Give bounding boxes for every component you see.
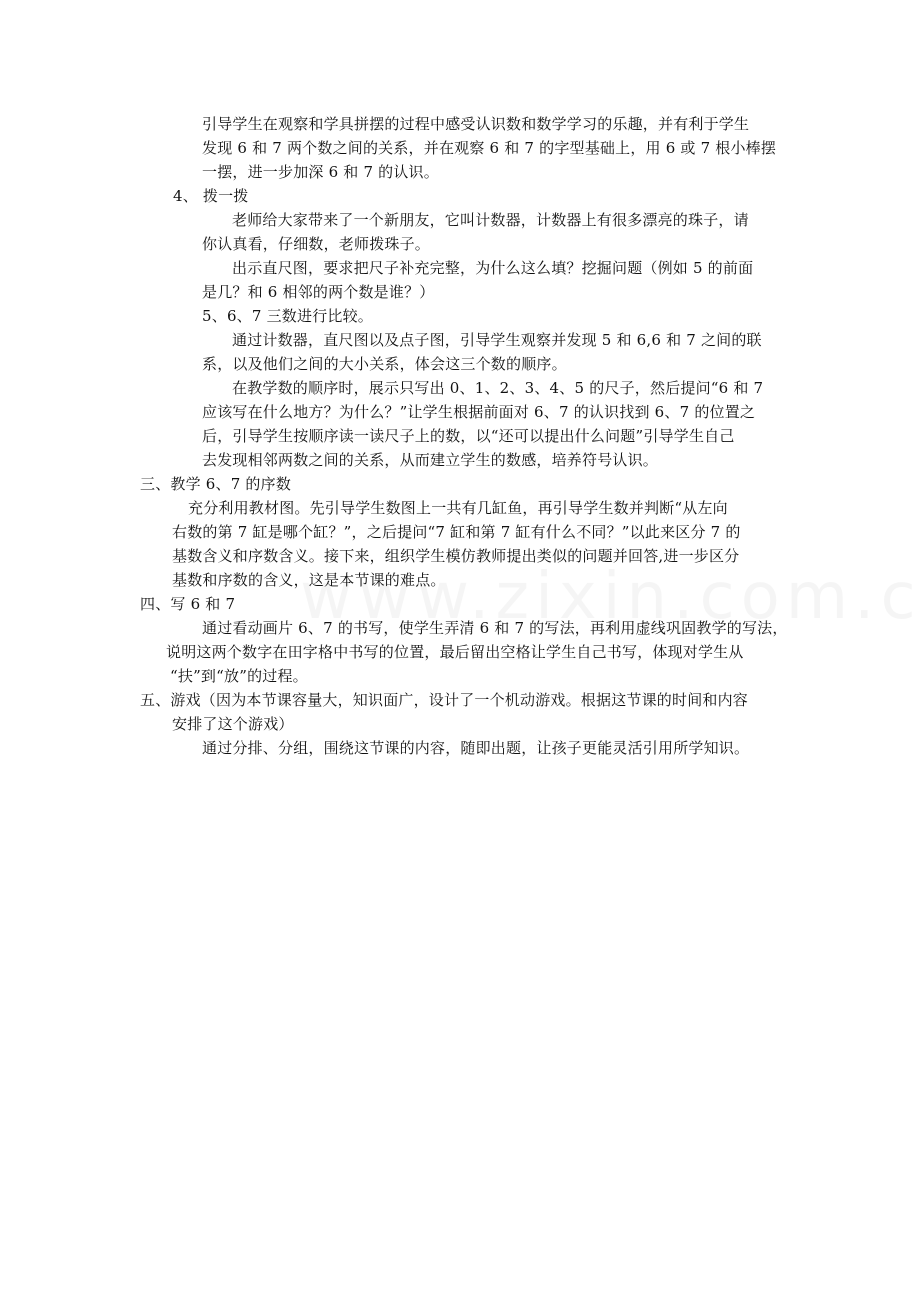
paragraph-line-17: 充分利用教材图。先引导学生数图上一共有几缸鱼，再引导学生数并判断“从左向 — [188, 499, 728, 517]
paragraph-line-18: 右数的第 7 缸是哪个缸？”，之后提问“7 缸和第 7 缸有什么不同？”以此来区分 7 的 — [172, 523, 741, 541]
paragraph-line-23: 说明这两个数字在田字格中书写的位置，最后留出空格让学生自己书写，体现对学生从 — [166, 643, 744, 661]
paragraph-line-24: “扶”到“放”的过程。 — [170, 667, 308, 685]
paragraph-line-15: 去发现相邻两数之间的关系，从而建立学生的数感，培养符号认识。 — [202, 451, 659, 469]
section-heading-four: 四、写 6 和 7 — [140, 595, 236, 613]
paragraph-line-8: 是几？和 6 相邻的两个数是谁？） — [202, 283, 435, 301]
section-heading-4: 4、 拨一拨 — [173, 187, 249, 205]
paragraph-line-19: 基数含义和序数含义。接下来，组织学生模仿教师提出类似的问题并回答,进一步区分 — [172, 547, 740, 565]
paragraph-line-11: 系，以及他们之间的大小关系，体会这三个数的顺序。 — [202, 355, 567, 373]
paragraph-line-14: 后，引导学生按顺序读一读尺子上的数，以“还可以提出什么问题”引导学生自己 — [202, 427, 735, 445]
paragraph-line-3: 一摆，进一步加深 6 和 7 的认识。 — [202, 163, 439, 181]
paragraph-line-20: 基数和序数的含义，这是本节课的难点。 — [172, 571, 446, 589]
paragraph-line-7: 出示直尺图，要求把尺子补充完整，为什么这么填？挖掘问题（例如 5 的前面 — [232, 259, 754, 277]
paragraph-line-2: 发现 6 和 7 两个数之间的关系，并在观察 6 和 7 的字型基础上，用 6 或 7 根小棒摆 — [202, 139, 777, 157]
paragraph-line-10: 通过计数器，直尺图以及点子图，引导学生观察并发现 5 和 6,6 和 7 之间的联 — [232, 331, 762, 349]
paragraph-line-1: 引导学生在观察和学具拼摆的过程中感受认识数和数学学习的乐趣，并有利于学生 — [202, 115, 750, 133]
section-heading-three: 三、教学 6、7 的序数 — [140, 475, 292, 493]
paragraph-line-12: 在教学数的顺序时，展示只写出 0、1、2、3、4、5 的尺子，然后提问“6 和 7 — [232, 379, 764, 397]
section-heading-5: 5、6、7 三数进行比较。 — [202, 307, 373, 325]
paragraph-line-5: 老师给大家带来了一个新朋友，它叫计数器，计数器上有很多漂亮的珠子，请 — [232, 211, 749, 229]
paragraph-line-6: 你认真看，仔细数，老师拨珠子。 — [202, 235, 431, 253]
paragraph-line-13: 应该写在什么地方？为什么？”让学生根据前面对 6、7 的认识找到 6、7 的位置之 — [202, 403, 756, 421]
paragraph-line-27: 通过分排、分组，围绕这节课的内容，随即出题，让孩子更能灵活引用所学知识。 — [202, 739, 750, 757]
paragraph-line-22: 通过看动画片 6、7 的书写，使学生弄清 6 和 7 的写法，再利用虚线巩固教学的写法， — [202, 619, 788, 637]
paragraph-line-26: 安排了这个游戏） — [172, 715, 294, 733]
section-heading-five: 五、游戏（因为本节课容量大，知识面广，设计了一个机动游戏。根据这节课的时间和内容 — [140, 691, 749, 709]
